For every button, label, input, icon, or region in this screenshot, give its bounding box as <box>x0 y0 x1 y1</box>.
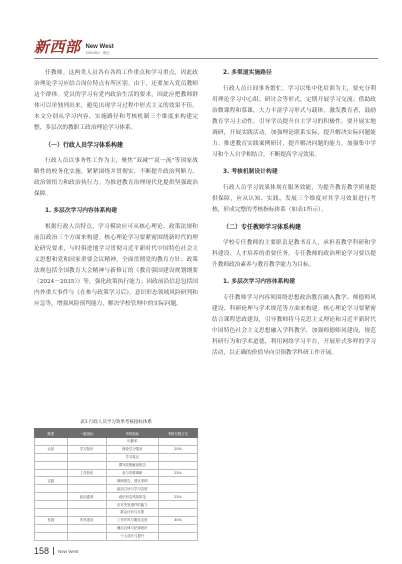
paragraph-teacher-content: 专任教师学习内容须围绕思想政治教育融入教学、师德师风建设、科研伦理与学术规范等方面来构建。核心理论学习要紧密结合课程思政建设，引导教师将马克思主义理论和习近平新时代中国特色社会主义思想融入学科教学，加强师德师风建设，规范科研行为和学术道德，利用网络学习平台，开展形式多样的学习活动，以正确的价值导向引领教学科研工作开展。 <box>212 295 376 356</box>
table-row <box>35 438 198 446</box>
table-cell: 参与决策调研 <box>106 469 158 477</box>
table-title: 表1 行政人员学习效果考核指标体系 <box>80 420 152 425</box>
logo-chinese-text: 新西部 <box>34 38 81 56</box>
table-cell <box>158 524 197 532</box>
paragraph-content: 根据行政人员特点，学习模块应可从核心理论、政策法规和前沿政治三个方面来构建。核心理论学习要紧密围绕新时代的理论研究要求，与时俱进地学习贯彻习近平新时代中国特色社会主义思想和党和国家重要会议精神，全面贯彻党的教育方针；政策法规包括全国教育大会精神与新修订的《教育强国建设规划纲要（2024－2035）》等，强化政策执行能力；因政前沿信息包括国内外重大事件与《在参与政策学习后》，意识形态领域风险研判和应急等，增强风险预判能力，解决学校管理中的实际问题。 <box>34 224 198 307</box>
table-cell: 个人成长与提升 <box>106 532 158 540</box>
table-cell: 意识形态风险防范 <box>106 493 158 501</box>
page-header <box>0 0 402 62</box>
table-row <box>35 493 198 501</box>
table-cell <box>67 501 106 509</box>
table-cell: 作风建设 <box>67 516 106 524</box>
left-column <box>34 68 198 311</box>
table-cell <box>35 501 68 509</box>
table-cell <box>67 485 106 493</box>
table-cell <box>67 453 106 461</box>
header-divider <box>34 58 378 59</box>
table-cell: 工作作风与服务态度 <box>106 516 158 524</box>
table-cell <box>158 501 197 509</box>
table-cell: 30% <box>158 516 197 524</box>
journal-logo <box>34 36 114 56</box>
table-cell <box>67 509 106 517</box>
table-cell <box>35 509 68 517</box>
table-cell: 应对突发事件的能力 <box>106 501 158 509</box>
table-header-cell: 考核指标 <box>106 429 158 438</box>
table-cell <box>67 461 106 469</box>
table-cell: 群众评价与反馈 <box>106 509 158 517</box>
table-row <box>35 485 198 493</box>
table-cell: 实践 <box>35 477 68 485</box>
table-cell: 出勤率 <box>106 438 158 446</box>
table-cell: 25% <box>158 493 197 501</box>
table-cell: 调研报告、建议采纳 <box>106 477 158 485</box>
table-header-cell: 考核分数占比 <box>158 429 197 438</box>
table-cell <box>35 493 68 501</box>
table-cell <box>158 509 197 517</box>
table-cell <box>158 477 197 485</box>
table-cell <box>158 453 197 461</box>
table-cell <box>35 453 68 461</box>
table-cell: 撰写政策解读报告 <box>106 461 158 469</box>
table-header-cell: 一级指标 <box>67 429 106 438</box>
table-cell: 理论学习情况 <box>106 445 158 453</box>
table-row <box>35 445 198 453</box>
table-row <box>35 477 198 485</box>
table-cell: 廉洁自律与纪律意识 <box>106 524 158 532</box>
table-row <box>35 469 198 477</box>
paragraph-assessment: 行政人员学习效果体现在服务效能，为提升教育教学质量提供保障，应从认知、实践、发展三个维度对其学习效果进行考核，形成完整的考核指标体系（如表1所示）。 <box>212 185 376 213</box>
logo-english-text: New West <box>85 44 114 50</box>
table-row <box>35 516 198 524</box>
table-row <box>35 532 198 540</box>
assessment-table <box>34 428 198 541</box>
table-cell: 学习笔记 <box>106 453 158 461</box>
table-row <box>35 453 198 461</box>
table-cell <box>35 461 68 469</box>
table-cell: 25% <box>158 469 197 477</box>
table-row <box>35 501 198 509</box>
page-footer <box>34 545 78 557</box>
table-row <box>35 524 198 532</box>
table-cell <box>35 532 68 540</box>
table-cell: 政治素养 <box>67 493 106 501</box>
table-cell: 学习知识 <box>67 445 106 453</box>
table-header-row <box>35 429 198 438</box>
table-cell: 20% <box>158 445 197 453</box>
table-row <box>35 509 198 517</box>
table-row <box>35 461 198 469</box>
right-column <box>212 68 376 360</box>
footer-brand: New West <box>58 548 79 554</box>
table-cell <box>67 438 106 446</box>
paragraph-paths: 行政人员日间事务繁忙，学习以集中化培训为主，要充分利用理论学习中心组、研讨会等形式，定期开展学习交流；借助政治微课程和慕课，大力丰富学习形式与载体，激发教育者，鼓励教育学习主动性，引导学员提升自主学习的积极性。要开展实地调研，开展实践活动，加强理论联系实际，提升解决实际问题能力。推进教育实践案例研讨，提升解决问题的能力，加强集中学习和个人自学相结合，不断提高学习效果。 <box>212 86 376 158</box>
footer-divider <box>53 547 54 555</box>
paragraph-admin: 行政人员以事务性工作为主，聚焦“双减”“双一流”等国家战略性的校务化实施，紧紧围绕并贯彻实，不断提升政治判断力、政治领悟力和政治执行力。为推进教育治理现代化提供坚强政治保障。 <box>34 158 198 197</box>
paragraph-intro: 任教师。这两类人员各有各的工作重点和学习重点，因此政治理论学习应结合岗位特点有所区别。由于，还要加入党员教师这个群体。党员的学习有党内政治生活的要求，因此应把教师群体可以单独列出来，避免出现学习过程中形式主义的效果不佳。本文分别从学习内容、实施路径和考核机制三个维度来构建完整、多层次的教职工政治理论学习体系。 <box>34 70 198 131</box>
table-cell <box>35 469 68 477</box>
table-cell <box>67 477 106 485</box>
table-cell <box>67 524 106 532</box>
logo-english-block <box>86 44 114 56</box>
subsection-heading-assessment: 3. 考核机制设计构建 <box>223 169 278 175</box>
table-cell <box>158 532 197 540</box>
table-cell: 认知 <box>35 445 68 453</box>
table-cell: 政治立场与学习态度 <box>106 485 158 493</box>
subsection-heading-content: 1. 多层次学习内容体系构建 <box>45 208 118 214</box>
page-number: 158 <box>34 546 50 556</box>
table-cell: 工作转化 <box>67 469 106 477</box>
table-cell <box>35 438 68 446</box>
section-heading-teachers: （二）专任教师学习体系构建 <box>223 224 302 231</box>
logo-sub-text: XINXIBU · 理论 <box>85 51 110 55</box>
paragraph-teachers: 学校专任教师的主要职责是教书育人，承担着教学科研和学科建设、人才培养的重要任务。专任教师的政治理论学习要以提升教师政治素养与教育教学能力为目标。 <box>212 240 376 268</box>
section-heading-admin: （一）行政人员学习体系构建 <box>45 142 124 149</box>
table-cell <box>158 461 197 469</box>
subsection-heading-teacher-content: 1. 多层次学习内容体系构建 <box>223 279 296 285</box>
table-cell <box>158 485 197 493</box>
subsection-heading-paths: 2. 多渠道实施路径 <box>223 70 272 76</box>
table-cell <box>158 438 197 446</box>
table-cell <box>35 485 68 493</box>
table-cell <box>35 524 68 532</box>
table-cell: 发展 <box>35 516 68 524</box>
table-header-cell: 维度 <box>35 429 68 438</box>
table-cell <box>67 532 106 540</box>
